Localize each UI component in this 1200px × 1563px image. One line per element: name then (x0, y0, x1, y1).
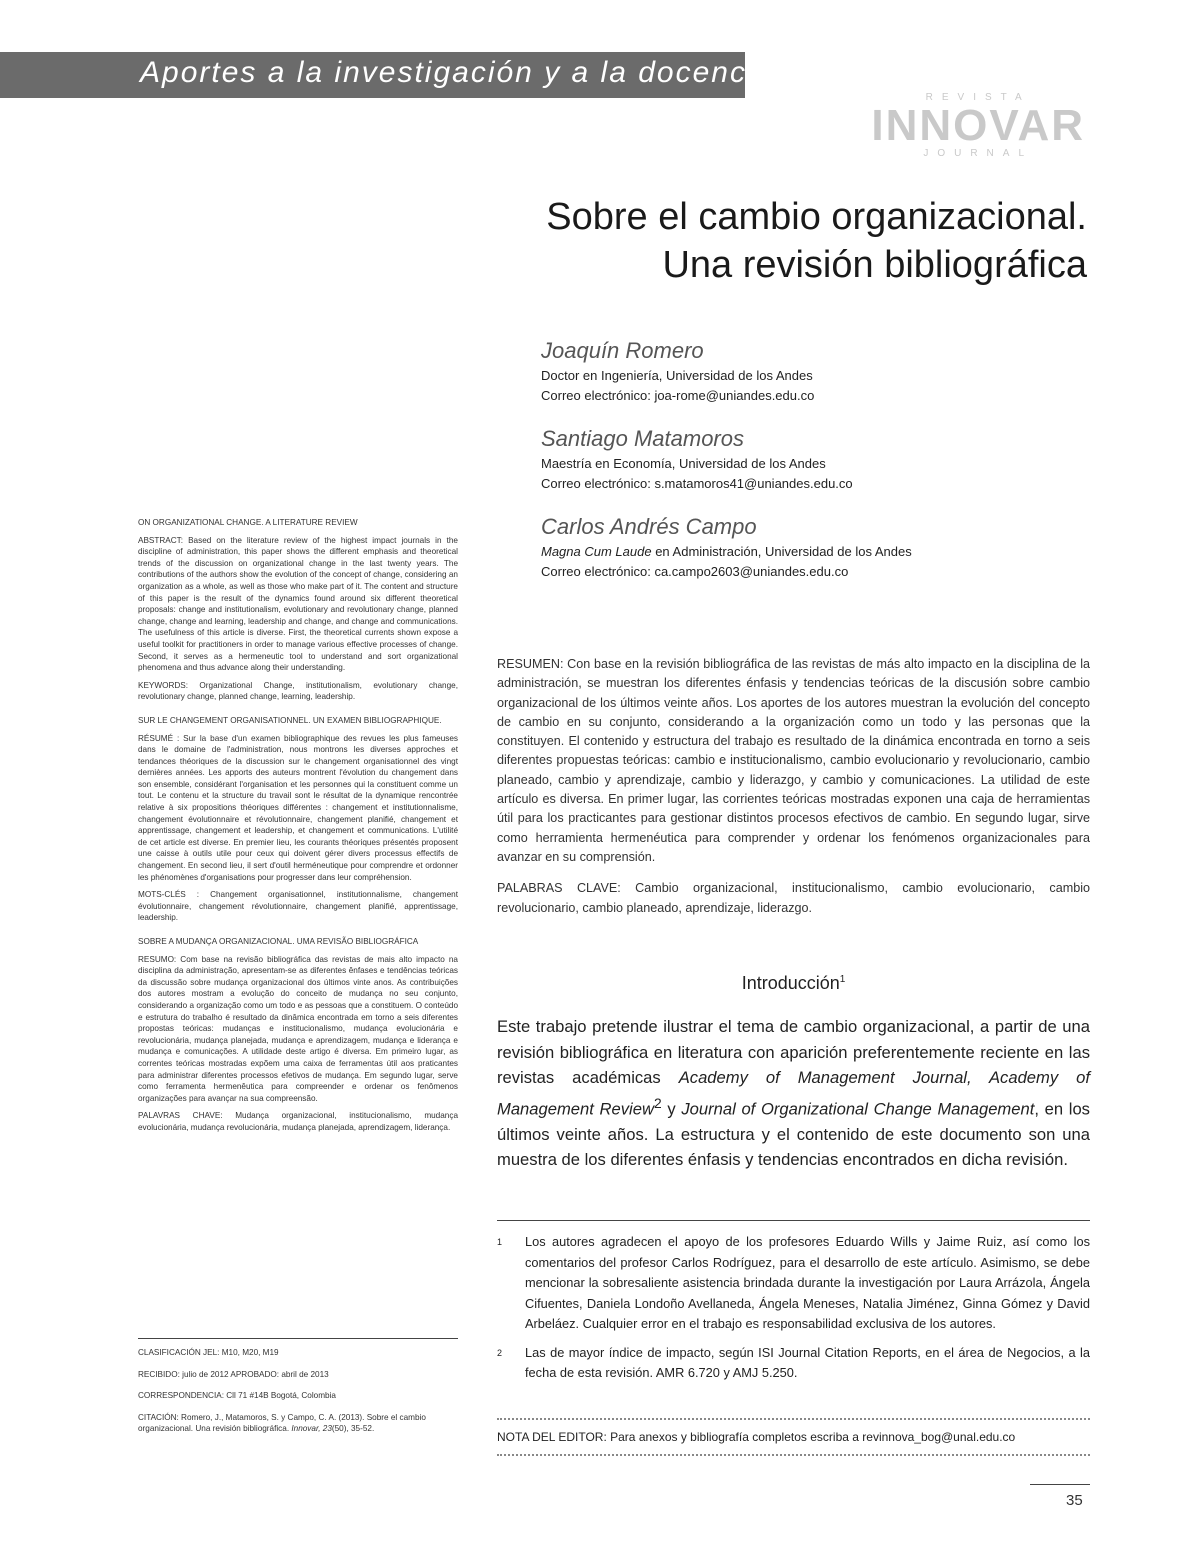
author-affiliation: Maestría en Economía, Universidad de los Andes (541, 456, 826, 471)
logo-top-text: REVISTA (925, 92, 1031, 103)
portuguese-abstract: RESUMO: Com base na revisão bibliográfica das revistas de mais alto impacto na disciplina da administração, apresentam-se as diferentes ênfases e tendências teóricas da discussão sobre mudança organizacional dos últimos vinte anos. As contribuições dos autores mostram a evolução do conceito de mudança no seu conjunto, considerando a organização como um todo e as pessoas que a constituem. O conteúdo e estrutura do trabalho é resultado da dinâmica encontrada em torno a seis diferentes propostas teóricas: mudanças e institucionalismo, mudança evolucionária e revolucionária, mudança planejada, mudança e aprendizagem, mudança e liderança e mudança e comunicações. A utilidade deste artigo é diversa. Em primeiro lugar, as correntes teóricas mostradas expõem uma caixa de ferramentas útil aos praticantes para administrar diferentes processos efetivos de mudança. Em segundo lugar, serve como ferramenta hermenêutica para compreender e ordenar os fenômenos organizações para avançar na sua compreensão. (138, 954, 458, 1103)
intro-text-1: Este trabajo pretende ilustrar el tema de cambio organizacional, a partir de una revisión bibliográfica en literatura con aparición preferentemente reciente en las revistas académicas (497, 1017, 1090, 1087)
author-name: Joaquín Romero (541, 338, 704, 363)
author-email: Correo electrónico: ca.campo2603@uniandes.edu.co (541, 564, 849, 579)
author-affiliation (541, 542, 1101, 562)
author-name: Carlos Andrés Campo (541, 514, 757, 539)
article-title (546, 193, 1087, 289)
author-affiliation: Doctor en Ingeniería, Universidad de los Andes (541, 368, 813, 383)
author-block (541, 512, 1101, 582)
introduction-heading-text: Introducción (741, 973, 840, 993)
correspondence: CORRESPONDENCIA: Cll 71 #14B Bogotá, Colombia (138, 1391, 336, 1401)
footnotes (497, 1232, 1090, 1392)
editor-note: NOTA DEL EDITOR: Para anexos y bibliografía completos escriba a revinnova_bog@unal.edu.co (497, 1418, 1090, 1456)
logo-main-text: INNOVAR (871, 101, 1085, 150)
intro-text-2: y (661, 1099, 682, 1119)
french-keywords: MOTS-CLÉS : Changement organisationnel, institutionnalisme, changement évolutionnaire, changement révolutionnaire, changement planifié, apprentissage, leadership. (138, 890, 458, 923)
footnote-text: Las de mayor índice de impacto, según ISI Journal Citation Reports, en el área de Negocios, a la fecha de esta revisión. AMR 6.720 y AMJ 5.250. (525, 1344, 1090, 1380)
article-metadata (138, 1338, 458, 1445)
footnote (497, 1343, 1090, 1384)
author-email: Correo electrónico: s.matamoros41@uniandes.edu.co (541, 476, 853, 491)
resumen-keywords: PALABRAS CLAVE: Cambio organizacional, institucionalismo, cambio evolucionario, cambio revolucionario, cambio planeado, aprendizaje, liderazgo. (497, 881, 1090, 915)
author-block (541, 424, 1101, 494)
journal-logo (871, 92, 1085, 160)
article-title-line2: Una revisión bibliográfica (662, 244, 1087, 286)
english-keywords: KEYWORDS: Organizational Change, institutionalism, evolutionary change, revolutionary change, planned change, learning, leadership. (138, 680, 458, 702)
author-affiliation-rest: en Administración, Universidad de los Andes (651, 544, 912, 559)
author-list (541, 336, 1101, 600)
english-title: ON ORGANIZATIONAL CHANGE. A LITERATURE REVIEW (138, 518, 358, 527)
multilingual-abstracts (138, 517, 458, 1140)
citation-pages: (50), 35-52. (331, 1424, 375, 1434)
citation-text: CITACIÓN: Romero, J., Matamoros, S. y Campo, C. A. (2013). Sobre el cambio organizacional. Una revisión bibliográfica. (138, 1412, 426, 1434)
footnote-ref: 2 (653, 1094, 662, 1111)
jel-classification: CLASIFICACIÓN JEL: M10, M20, M19 (138, 1348, 279, 1357)
page-number-rule (1030, 1484, 1090, 1485)
portuguese-keywords: PALAVRAS CHAVE: Mudança organizacional, institucionalismo, mudança evolucionária, mudança revolucionária, mudança planejada, aprendizagem, liderança. (138, 1111, 458, 1132)
intro-journal-2: Journal of Organizational Change Management (681, 1099, 1035, 1119)
logo-bottom-text: JOURNAL (923, 148, 1034, 159)
introduction-paragraph (497, 1014, 1090, 1173)
article-title-line1: Sobre el cambio organizacional. (546, 196, 1087, 238)
footnote-number: 2 (497, 1347, 503, 1358)
english-abstract: ABSTRACT: Based on the literature review of the highest impact journals in the discipline of administration, this paper shows the different emphasis and theoretical trends of the discussion on organizational change in the last twenty years. The contributions of the authors show the evolution of the concept of change, considering an organization as a whole, as well as those who make part of it. The content and structure of this paper is the result of the dynamics found around six different theoretical proposals: change and institutionalism, evolutionary and revolutionary change, planned change, change and learning, leadership and change, and change and communications. The usefulness of this article is diverse. First, the theoretical currents shown expose a useful toolkit for practitioners in order to manage various effective processes of change. Second, it serves as a hermeneutic tool to understand and sort organizational phenomena and thus advance along their understanding. (138, 535, 459, 673)
author-block (541, 336, 1101, 406)
footnote-divider (497, 1220, 1090, 1221)
footnote-text: Los autores agradecen el apoyo de los profesores Eduardo Wills y Jaime Ruiz, así como los comentarios del profesor Carlos Rodríguez, para el desarrollo de este artículo. Asimismo, se debe mencionar la sobresaliente asistencia brindada durante la investigación por Laura Arrázola, Ángela Cifuentes, Daniela Londoño Avellaneda, Ángela Meneses, Natalia Jiménez, Ginna Gómez y David Arbeláez. Cualquier error en el trabajo es responsabilidad exclusiva de los autores. (525, 1234, 1090, 1331)
received-approved-dates: RECIBIDO: julio de 2012 APROBADO: abril de 2013 (138, 1369, 329, 1379)
french-abstract: RÉSUMÉ : Sur la base d'un examen bibliographique des revues les plus fameuses dans le domaine de l'administration, nous montrons les diverses approches et tendances théoriques de la discussion sur le changement organisationnel des vingt dernières années. Les apports des auteurs montrent l'évolution du changement dans son ensemble, considérant l'organisation et les personnes qui la constituent comme un tout. Le contenu et la structure du travail sont le résultat de la dynamique rencontrée relative à six propositions théoriques différentes : changement et institutionnalisme, changement évolutionnaire et révolutionnaire, changement planifié, changement et apprentissage, changement et leadership, et changement et communications. L'utilité de cet article est diverse. En premier lieu, les courants théoriques présentés proposent une caisse à outils utile pour ceux qui doivent gérer divers processus effectifs de changement. En second lieu, il sert d'outil herméneutique pour comprendre et ordonner les phénomènes d'organisations pour progresser dans leur compréhension. (138, 733, 458, 882)
author-name: Santiago Matamoros (541, 426, 744, 451)
footnote-ref: 1 (839, 974, 846, 985)
footnote (497, 1232, 1090, 1335)
footnote-number: 1 (497, 1237, 503, 1247)
citation (138, 1412, 458, 1435)
page-number: 35 (1066, 1492, 1083, 1509)
intro-journal-1: Academy of Management Journal, Academy of Management Review (497, 1068, 1090, 1119)
citation-journal: Innovar, 23 (291, 1424, 332, 1434)
french-title: SUR LE CHANGEMENT ORGANISATIONNEL. UN EXAMEN BIBLIOGRAPHIQUE. (138, 715, 442, 725)
spanish-abstract (497, 655, 1090, 930)
section-title: Aportes a la investigación y a la docencia (140, 56, 775, 89)
portuguese-title: SOBRE A MUDANÇA ORGANIZACIONAL. UMA REVISÃO BIBLIOGRÁFICA (138, 937, 419, 946)
introduction-heading (497, 973, 1090, 994)
author-honor: Magna Cum Laude (541, 544, 652, 559)
intro-text-3: , en los últimos veinte años. La estructura y el contenido de este documento son una muestra de los diferentes énfasis y tendencias encontrados en dicha revisión. (497, 1099, 1090, 1170)
author-email: Correo electrónico: joa-rome@uniandes.edu.co (541, 388, 815, 403)
resumen-text: RESUMEN: Con base en la revisión bibliográfica de las revistas de más alto impacto en la disciplina de la administración, se muestran los diferentes énfasis y tendencias teóricas de la discusión sobre cambio organizacional de los últimos veinte años. Los aportes de los autores muestran la evolución del concepto de cambio en su conjunto, considerando a la organización como un todo y las personas que la constituyen. El contenido y estructura del trabajo es resultado de la dinámica encontrada en torno a seis diferentes propuestas teóricas: cambio e institucionalismo, cambio evolucionario y revolucionario, cambio planeado, cambio y aprendizaje, cambio y liderazgo, y cambio y comunicaciones. La utilidad de este artículo es diversa. En primer lugar, las corrientes teóricas mostradas exponen una caja de herramientas útil para los practicantes para gestionar distintos procesos efectivos de cambio. En segundo lugar, sirve como herramienta hermenéutica para comprender y ordenar los fenómenos organizacionales para avanzar en su comprensión. (497, 657, 1090, 864)
